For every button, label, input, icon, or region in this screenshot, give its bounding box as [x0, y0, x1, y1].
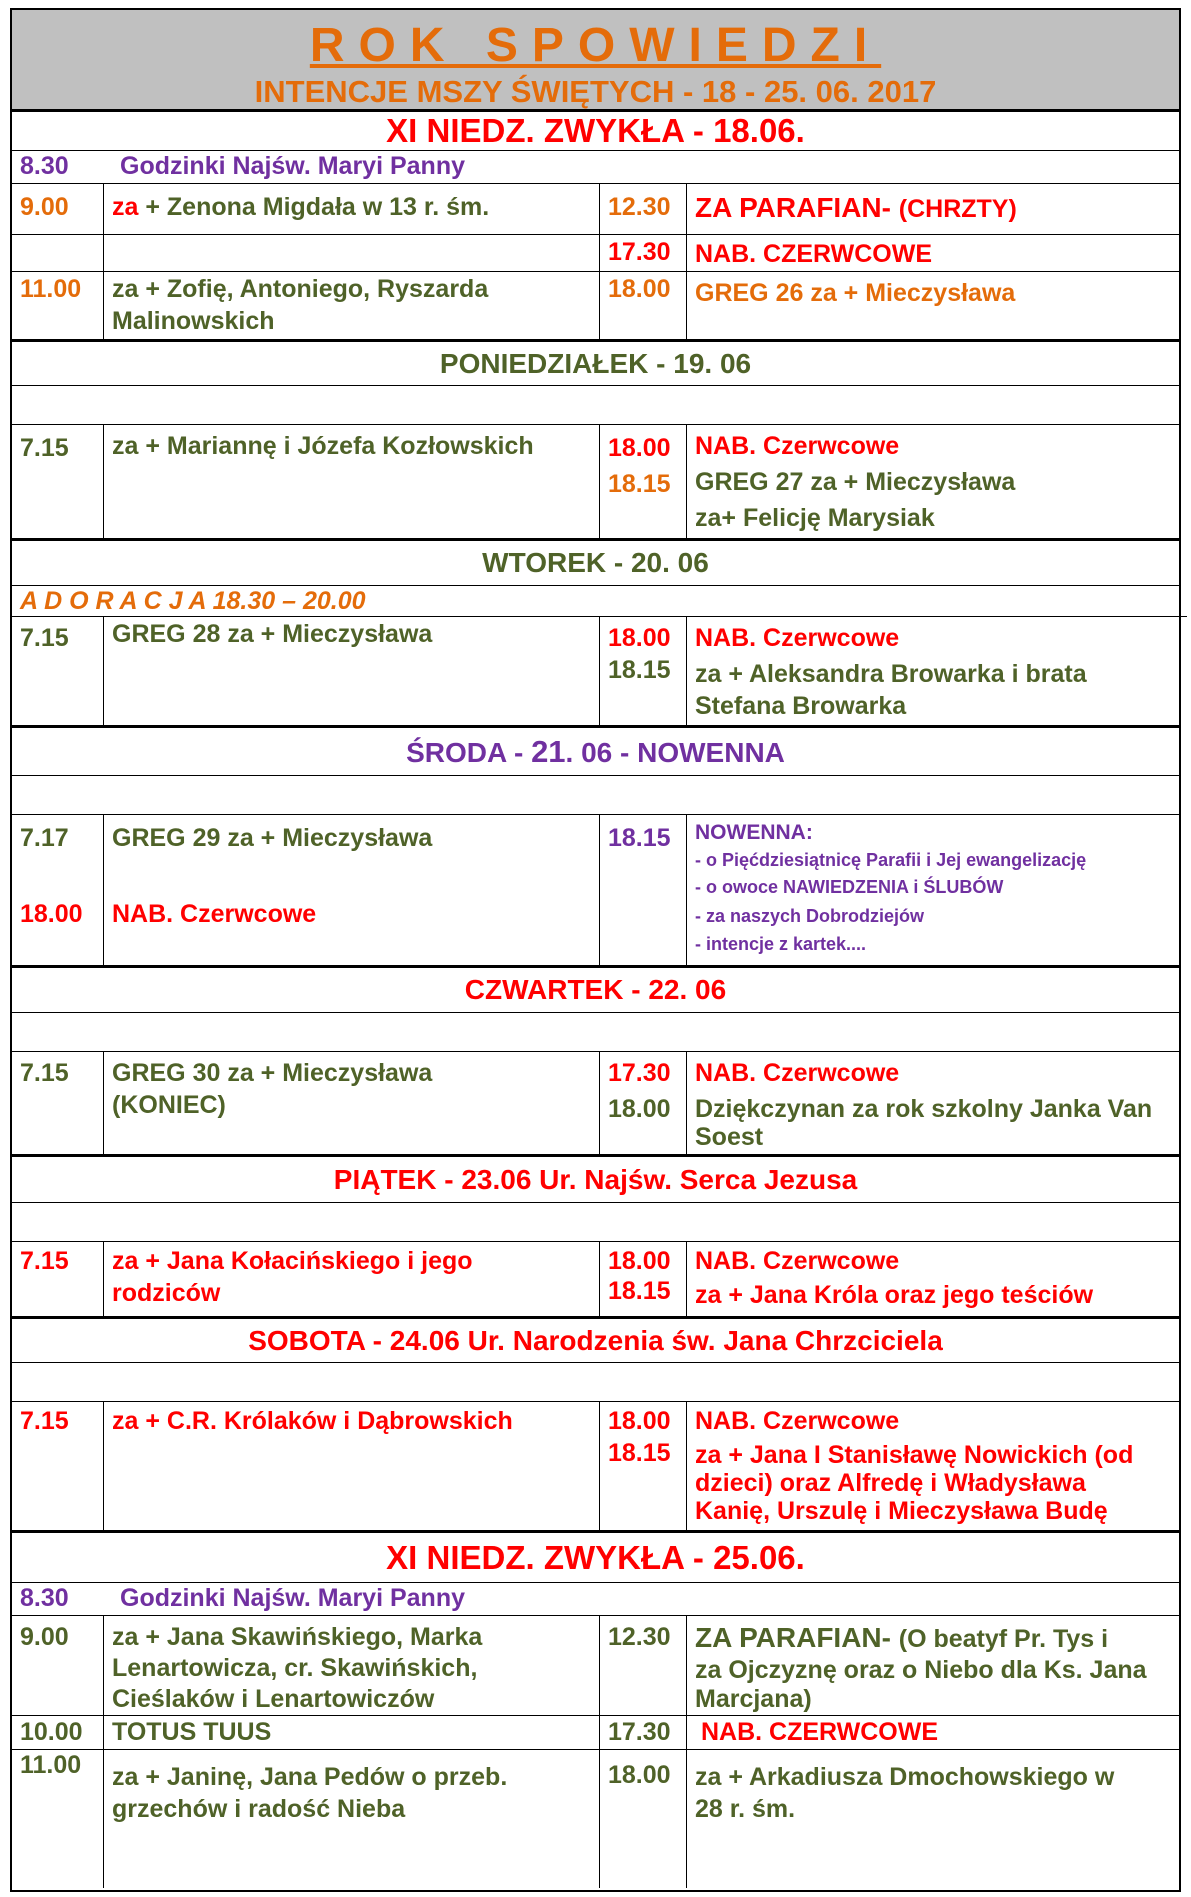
mass-time: 9.00 [20, 1623, 69, 1651]
mass-intention-line: za + Jana Kołacińskiego i jego [112, 1247, 473, 1275]
mass-intention-line: Stefana Browarka [695, 692, 907, 720]
day-heading-friday: PIĄTEK - 23.06 Ur. Najśw. Serca Jezusa [12, 1157, 1179, 1203]
mass-intention: NAB. CZERWCOWE [695, 240, 933, 268]
mass-intention: za + Mariannę i Józefa Kozłowskich [112, 432, 534, 460]
mass-intention: NAB. Czerwcowe [695, 1059, 900, 1087]
page-subtitle: INTENCJE MSZY ŚWIĘTYCH - 18 - 25. 06. 2017 [254, 74, 937, 109]
mass-intention-line: dzieci) oraz Alfredę i Władysława [695, 1469, 1086, 1497]
day-heading-tuesday: WTOREK - 20. 06 [12, 541, 1179, 586]
mass-time: 12.30 [608, 193, 671, 221]
mass-intention-line: Malinowskich [112, 307, 275, 335]
mass-row [12, 815, 1179, 968]
mass-time: 18.15 [608, 470, 671, 498]
mass-time: 17.30 [608, 238, 671, 266]
mass-time: 18.00 [608, 434, 671, 462]
day-heading-wednesday: ŚRODA - 21. 06 - NOWENNA [12, 728, 1179, 776]
mass-time: 11.00 [20, 1751, 82, 1779]
day-heading-monday: PONIEDZIAŁEK - 19. 06 [12, 342, 1179, 386]
mass-time: 9.00 [20, 193, 69, 221]
mass-intention: ZA PARAFIAN- (CHRZTY) [695, 192, 1017, 223]
note-row-godzinki-2 [12, 1583, 1179, 1616]
mass-time: 7.15 [20, 1407, 69, 1435]
mass-intention-line: Cieślaków i Lenartowiczów [112, 1685, 435, 1713]
mass-time: 7.17 [20, 824, 69, 852]
mass-intention-line: rodziców [112, 1279, 221, 1307]
mass-intention: za + Jana Króla oraz jego teściów [695, 1281, 1094, 1309]
mass-intention-line: 28 r. śm. [695, 1795, 796, 1823]
mass-time: 10.00 [20, 1718, 83, 1746]
mass-time: 18.15 [608, 656, 671, 684]
mass-time: 7.15 [20, 1247, 69, 1275]
mass-intention: NAB. CZERWCOWE [701, 1718, 939, 1746]
mass-intention-line: GREG 30 za + Mieczysława [112, 1059, 433, 1087]
mass-time: 7.15 [20, 1059, 69, 1087]
empty-row [12, 1363, 1179, 1402]
mass-time: 12.30 [608, 1623, 671, 1651]
mass-intention-line: za+ Felicję Marysiak [695, 504, 935, 532]
mass-intention: NAB. Czerwcowe [695, 624, 900, 652]
page-title: ROK SPOWIEDZI [309, 19, 882, 72]
mass-intention-line: Marcjana) [695, 1685, 812, 1713]
mass-intention-line: ZA PARAFIAN- (O beatyf Pr. Tys i [695, 1622, 1109, 1653]
mass-intention-line: grzechów i radość Nieba [112, 1795, 406, 1823]
mass-intention: GREG 29 za + Mieczysława [112, 824, 433, 852]
mass-row [12, 425, 1179, 541]
mass-time: 11.00 [20, 275, 82, 303]
note-time: 8.30 [20, 1584, 69, 1612]
day-heading-sunday-25: XI NIEDZ. ZWYKŁA - 25.06. [12, 1533, 1179, 1583]
mass-intention-line: za + Jana I Stanisławę Nowickich (od [695, 1441, 1134, 1469]
note-row-godzinki-1 [12, 151, 1179, 184]
mass-row [12, 617, 1179, 728]
mass-intention: NAB. Czerwcowe [695, 1247, 900, 1275]
mass-intention-line: (KONIEC) [112, 1091, 226, 1119]
mass-row [12, 1616, 1179, 1716]
mass-time: 18.00 [608, 1761, 671, 1789]
mass-intention: NAB. Czerwcowe [695, 1407, 900, 1435]
mass-intention-line: Dziękczynan za rok szkolny Janka Van [695, 1095, 1153, 1123]
mass-time: 18.15 [608, 824, 671, 852]
note-text: Godzinki Najśw. Maryi Panny [120, 1584, 465, 1612]
mass-row [12, 272, 1179, 342]
mass-time: 7.15 [20, 624, 69, 652]
adoration-note: A D O R A C J A 18.30 – 20.00 [12, 586, 1187, 617]
mass-intention-line: za Ojczyznę oraz o Niebo dla Ks. Jana [695, 1656, 1147, 1684]
header-band [10, 8, 1181, 111]
mass-time: 18.00 [608, 1247, 671, 1275]
novena-title: NOWENNA: [695, 821, 813, 844]
mass-intention-line: za + Zofię, Antoniego, Ryszarda [112, 275, 489, 303]
mass-time: 17.30 [608, 1718, 671, 1746]
novena-item: - intencje z kartek.... [695, 934, 867, 954]
mass-intention: GREG 26 za + Mieczysława [695, 279, 1016, 307]
mass-time: 7.15 [20, 434, 69, 462]
note-text: Godzinki Najśw. Maryi Panny [120, 152, 465, 180]
mass-time: 18.00 [608, 624, 671, 652]
mass-intention-line: Soest [695, 1123, 764, 1151]
mass-intention-line: za + Arkadiusza Dmochowskiego w [695, 1763, 1115, 1791]
schedule-table [10, 109, 1181, 1892]
mass-row [12, 1242, 1179, 1319]
empty-row [12, 776, 1179, 815]
empty-row [12, 386, 1179, 425]
mass-time: 18.00 [608, 1407, 671, 1435]
mass-row [12, 1750, 1179, 1888]
note-time: 8.30 [20, 152, 69, 180]
mass-intention-line: za + Janinę, Jana Pedów o przeb. [112, 1763, 508, 1791]
mass-time: 17.30 [608, 1059, 671, 1087]
mass-row [12, 1052, 1179, 1157]
mass-intention: TOTUS TUUS [112, 1718, 272, 1746]
mass-row [12, 1402, 1179, 1533]
mass-time: 18.15 [608, 1277, 671, 1305]
mass-intention-line: Kanię, Urszulę i Mieczysława Budę [695, 1497, 1108, 1525]
mass-time: 18.00 [20, 900, 83, 928]
mass-time: 18.00 [608, 1095, 671, 1123]
novena-item: - za naszych Dobrodziejów [695, 906, 925, 926]
mass-intention-line: za + Aleksandra Browarka i brata [695, 660, 1087, 688]
mass-intention: GREG 28 za + Mieczysława [112, 620, 433, 648]
novena-item: - o owoce NAWIEDZENIA i ŚLUBÓW [695, 877, 1004, 897]
empty-row [12, 1203, 1179, 1242]
mass-intention: za + Zenona Migdała w 13 r. śm. [112, 193, 490, 221]
mass-intention: NAB. Czerwcowe [112, 900, 317, 928]
mass-row [12, 1716, 1179, 1750]
mass-time: 18.15 [608, 1439, 671, 1467]
mass-row [12, 184, 1179, 235]
day-heading-thursday: CZWARTEK - 22. 06 [12, 968, 1179, 1013]
empty-row [12, 1013, 1179, 1052]
mass-intention: NAB. Czerwcowe [695, 432, 900, 460]
mass-intention-line: GREG 27 za + Mieczysława [695, 468, 1016, 496]
day-heading-sunday-18: XI NIEDZ. ZWYKŁA - 18.06. [12, 112, 1179, 151]
mass-intention-line: za + Jana Skawińskiego, Marka [112, 1623, 483, 1651]
mass-time: 18.00 [608, 275, 671, 303]
mass-row [12, 235, 1179, 272]
mass-intention: za + C.R. Królaków i Dąbrowskich [112, 1407, 513, 1435]
intentions-sheet [10, 8, 1181, 1889]
day-heading-saturday: SOBOTA - 24.06 Ur. Narodzenia św. Jana Chrzciciela [12, 1319, 1179, 1363]
mass-intention-line: Lenartowicza, cr. Skawińskich, [112, 1654, 478, 1682]
novena-item: - o Pięćdziesiątnicę Parafii i Jej ewangelizację [695, 850, 1087, 870]
